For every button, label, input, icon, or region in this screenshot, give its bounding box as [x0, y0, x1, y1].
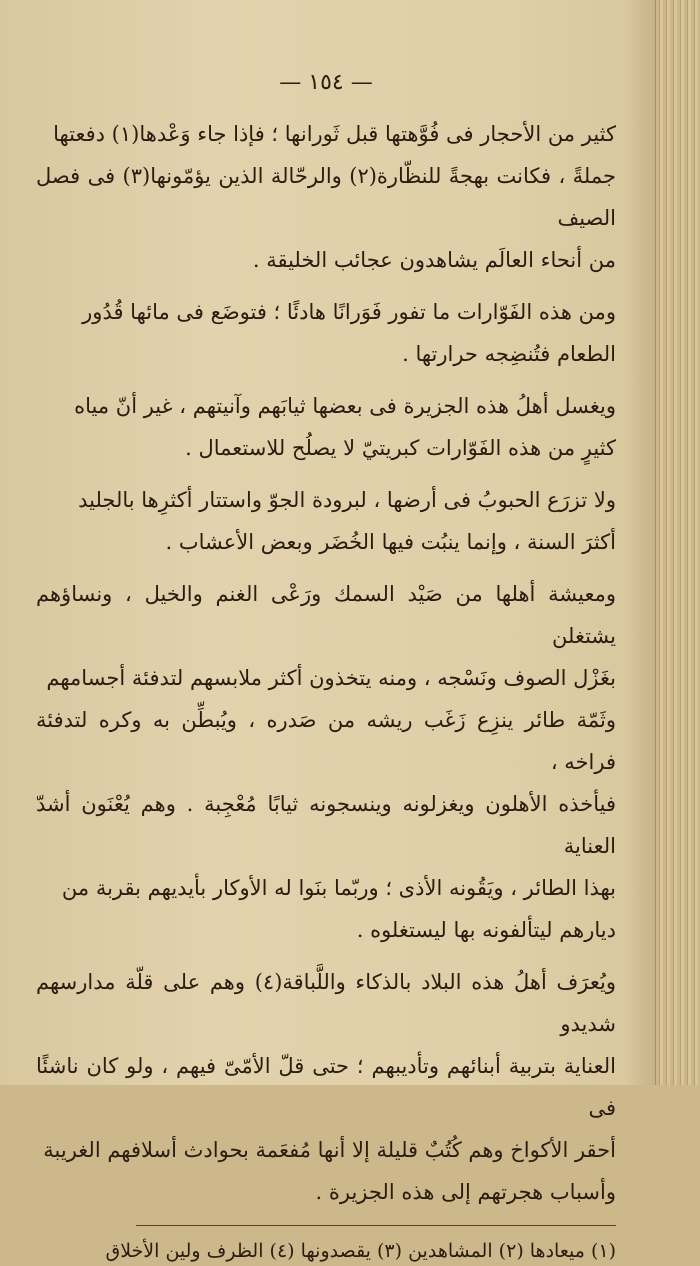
text-line: الطعام فتُنضِجه حرارتها . [402, 342, 616, 366]
text-line: من أنحاء العالَم يشاهدون عجائب الخليقة . [252, 248, 616, 272]
text-line: أكثرَ السنة ، وإنما ينبُت فيها الخُضَر وبعض الأعشاب . [165, 530, 616, 554]
paragraph [36, 291, 616, 375]
text-line: ديارهم ليتألفونه بها ليستغلوه . [356, 918, 616, 942]
text-line: ويغسل أهلُ هذه الجزيرة فى بعضها ثيابَهم وآنيتهم ، غير أنّ مياه [74, 394, 616, 418]
text-line: فيأخذه الأهلون ويغزلونه وينسجونه ثيابًا مُعْجِبة . وهم يُعْنَون أشدّ العناية [36, 792, 616, 858]
text-line: بغَزْل الصوف ونَسْجه ، ومنه يتخذون أكثر ملابسهم لتدفئة أجسامهم [46, 666, 616, 690]
paragraph [36, 961, 616, 1213]
text-line: ومن هذه الفَوّارات ما تفور فَوَرانًا هادئًا ؛ فتوضَع فى مائها قُدُور [82, 300, 616, 324]
text-line: وأسباب هجرتهم إلى هذه الجزيرة . [315, 1180, 616, 1204]
page-edges [655, 0, 700, 1085]
text-line: العناية بتربية أبنائهم وتأديبهم ؛ حتى قلّ الأمّىّ فيهم ، ولو كان ناشئًا فى [36, 1054, 616, 1120]
text-line: وثَمّة طائر ينزِع زَغَب ريشه من صَدره ، ويُبطِّن به وكره لتدفئة فراخه ، [36, 708, 616, 774]
paragraph [36, 113, 616, 281]
page-content [36, 70, 616, 1266]
footnote-rule [136, 1225, 616, 1226]
page-number: — ١٥٤ — [279, 70, 373, 95]
text-line: ولا تزرَع الحبوبُ فى أرضها ، لبرودة الجوّ واستتار أكثرِها بالجليد [78, 488, 616, 512]
body-text [36, 113, 616, 1213]
text-line: كثير من الأحجار فى فُوَّهتها قبل ثَورانها ؛ فإذا جاء وَعْدها(١) دفعتها [53, 122, 616, 146]
paragraph [36, 573, 616, 951]
text-line: ومعيشة أهلها من صَيْد السمك ورَعْى الغنم والخيل ، ونساؤهم يشتغلن [36, 582, 616, 648]
paragraph [36, 479, 616, 563]
paragraph [36, 385, 616, 469]
text-line: ويُعرَف أهلُ هذه البلاد بالذكاء واللَّباقة(٤) وهم على قلّة مدارسهم شديدو [36, 970, 616, 1036]
text-line: كثيرٍ من هذه الفَوّارات كبريتيّ لا يصلُح للاستعمال . [185, 436, 616, 460]
text-line: أحقر الأكواخ وهم كُتُبٌ قليلة إلا أنها مُفعَمة بحوادث أسلافهم الغريبة [43, 1138, 616, 1162]
text-line: بهذا الطائر ، ويَقُونه الأذى ؛ وربّما بنَوا له الأوكار بأيديهم بقربة من [61, 876, 616, 900]
gutter-shadow [626, 0, 656, 1085]
footnotes: (١) ميعادها (٢) المشاهدين (٣) يقصدونها (٤) الظرف ولين الأخلاق [105, 1240, 616, 1262]
text-line: جملةً ، فكانت بهجةً للنظّارة(٢) والرحّالة الذين يؤمّونها(٣) فى فصل الصيف [36, 164, 616, 230]
